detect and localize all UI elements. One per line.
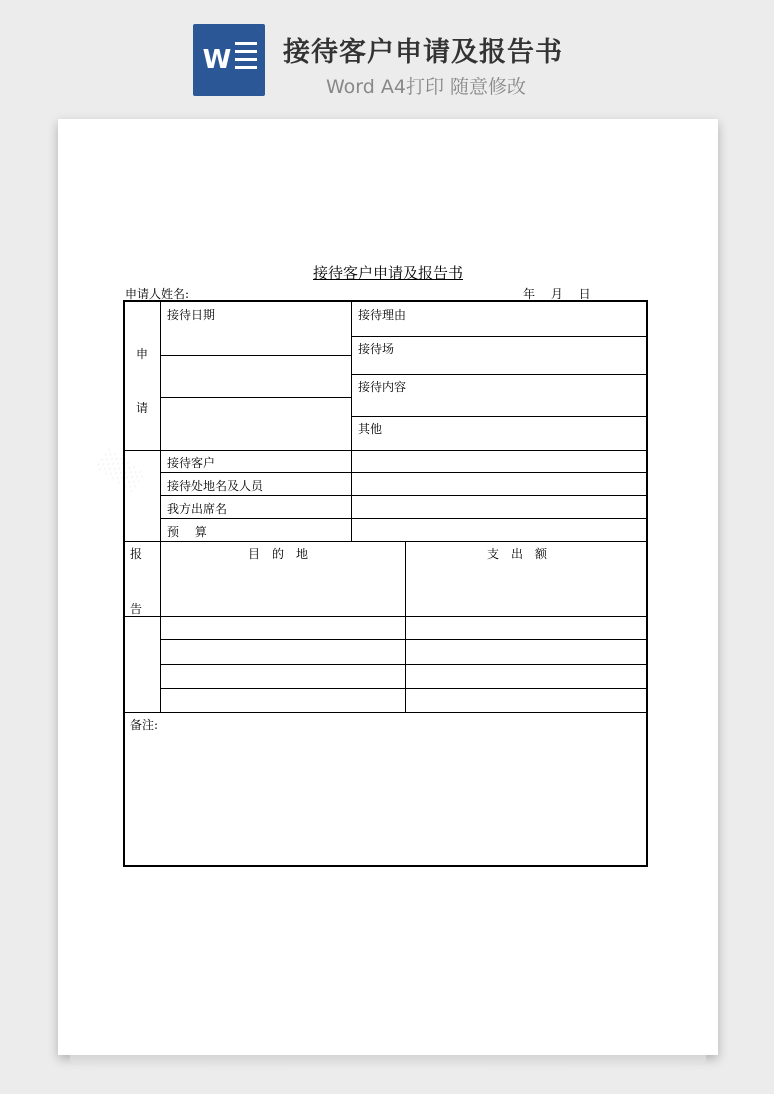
header-title: 接待客户申请及报告书 xyxy=(283,37,563,68)
field-reception-client: 接待客户 xyxy=(167,456,216,470)
field-our-attendees: 我方出席名 xyxy=(167,502,228,516)
header-subtitle: Word A4打印 随意修改 xyxy=(326,76,527,98)
field-reception-reason: 接待理由 xyxy=(358,308,407,322)
date-label: 年 月 日 xyxy=(523,287,591,301)
applicant-name-label: 申请人姓名: xyxy=(125,287,190,301)
column-destination: 目 的 地 xyxy=(248,547,309,561)
field-reception-content: 接待内容 xyxy=(358,380,407,394)
field-budget: 预 算 xyxy=(167,525,207,539)
word-icon xyxy=(193,24,265,96)
section-report-char-1: 报 xyxy=(130,547,143,561)
field-reception-date: 接待日期 xyxy=(167,308,216,322)
word-icon-letter: W xyxy=(202,45,232,75)
document-page xyxy=(58,119,718,1055)
section-apply-char-1: 申 xyxy=(136,347,149,361)
word-icon-lines xyxy=(235,42,257,78)
page-header xyxy=(0,0,774,110)
field-reception-venue: 接待场 xyxy=(358,342,395,356)
column-expenditure: 支 出 额 xyxy=(487,547,548,561)
section-apply-char-2: 请 xyxy=(136,401,149,415)
field-remarks: 备注: xyxy=(130,718,159,732)
application-form-table xyxy=(123,300,648,867)
document-title: 接待客户申请及报告书 xyxy=(312,264,463,282)
field-reception-place-people: 接待处地名及人员 xyxy=(167,479,264,493)
page-shadow xyxy=(70,1055,706,1069)
field-other: 其他 xyxy=(358,422,383,436)
section-report-char-2: 告 xyxy=(130,602,143,616)
